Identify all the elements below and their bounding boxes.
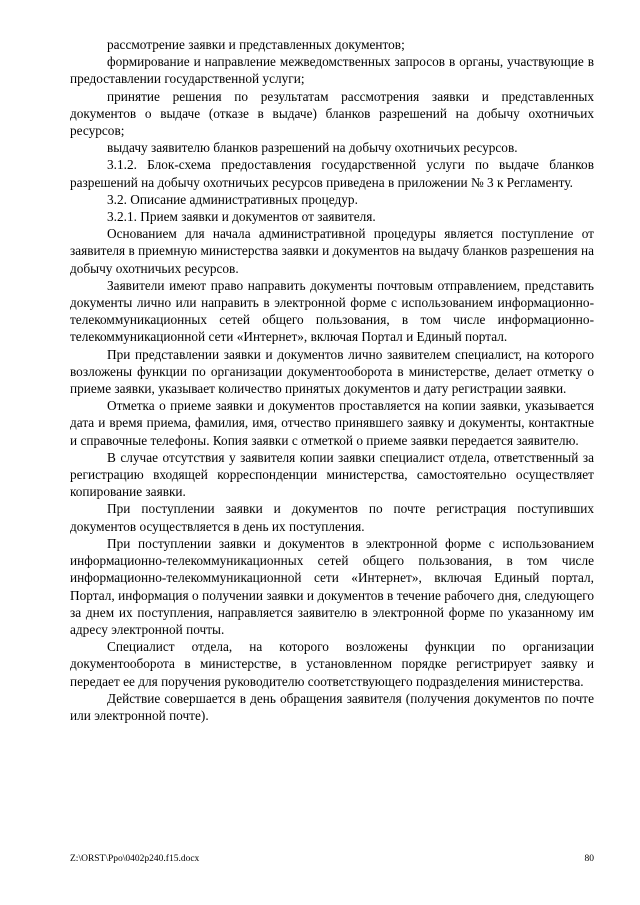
paragraph: При поступлении заявки и документов по почте регистрация поступивших документов осуществляется в день их поступления. <box>70 501 594 534</box>
paragraph: формирование и направление межведомственных запросов в органы, участвующие в предоставлении государственной услуги; <box>70 54 594 87</box>
paragraph: Основанием для начала административной процедуры является поступление от заявителя в приемную министерства заявки и документов на выдачу бланков разрешения на добычу охотничьих ресурсов. <box>70 226 594 276</box>
paragraph: Отметка о приеме заявки и документов проставляется на копии заявки, указывается дата и время приема, фамилия, имя, отчество принявшего заявку и документы, контактные и справочные телефоны. Копия заявки с отметкой о приеме заявки передается заявителю. <box>70 398 594 448</box>
paragraph: При представлении заявки и документов лично заявителем специалист, на которого возложены функции по организации документооборота в министерстве, делает отметку о приеме заявки, указывает количество принятых документов и дату регистрации заявки. <box>70 346 594 397</box>
paragraph: 3.1.2. Блок-схема предоставления государственной услуги по выдаче бланков разрешений на добычу охотничьих ресурсов приведена в приложении № 3 к Регламенту. <box>70 157 594 190</box>
paragraph: принятие решения по результатам рассмотрения заявки и представленных документов о выдаче (отказе в выдаче) бланков разрешений на добычу охотничьих ресурсов; <box>70 88 594 139</box>
paragraph: При поступлении заявки и документов в электронной форме с использованием информационно-телекоммуникационных сетей общего пользования, в том числе информационно-телекоммуникационной сети «Интернет», включая Единый портал, Портал, информация о получении заявки и документов в течение рабочего дня, следующего за днем их поступления, направляется заявителю в электронной форме по указанному им адресу электронной почты. <box>70 535 594 637</box>
section-heading: 3.2. Описание административных процедур. <box>107 191 358 207</box>
subsection-heading: 3.2.1. Прием заявки и документов от заявителя. <box>107 209 376 225</box>
page-number: 80 <box>584 854 594 864</box>
paragraph: Действие совершается в день обращения заявителя (получения документов по почте или электронной почте). <box>70 690 594 723</box>
paragraph: В случае отсутствия у заявителя копии заявки специалист отдела, ответственный за регистрацию входящей корреспонденции министерства, самостоятельно осуществляет копирование заявки. <box>70 449 594 500</box>
paragraph: Специалист отдела, на которого возложены функции по организации документооборота в министерстве, в установленном порядке регистрирует заявку и передает ее для поручения руководителю соответствующего подразделения министерства. <box>70 639 594 689</box>
paragraph: выдачу заявителю бланков разрешений на добычу охотничьих ресурсов. <box>107 140 518 156</box>
document-body <box>70 36 594 724</box>
paragraph: рассмотрение заявки и представленных документов; <box>107 37 405 52</box>
paragraph: Заявители имеют право направить документы почтовым отправлением, представить документы лично или направить в электронной форме с использованием информационно-телекоммуникационных сетей общего пользования, в том числе информационно-телекоммуникационной сети «Интернет», включая Портал и Единый портал. <box>70 277 594 345</box>
footer-file-path: Z:\ORST\Ppo\0402p240.f15.docx <box>70 854 200 864</box>
